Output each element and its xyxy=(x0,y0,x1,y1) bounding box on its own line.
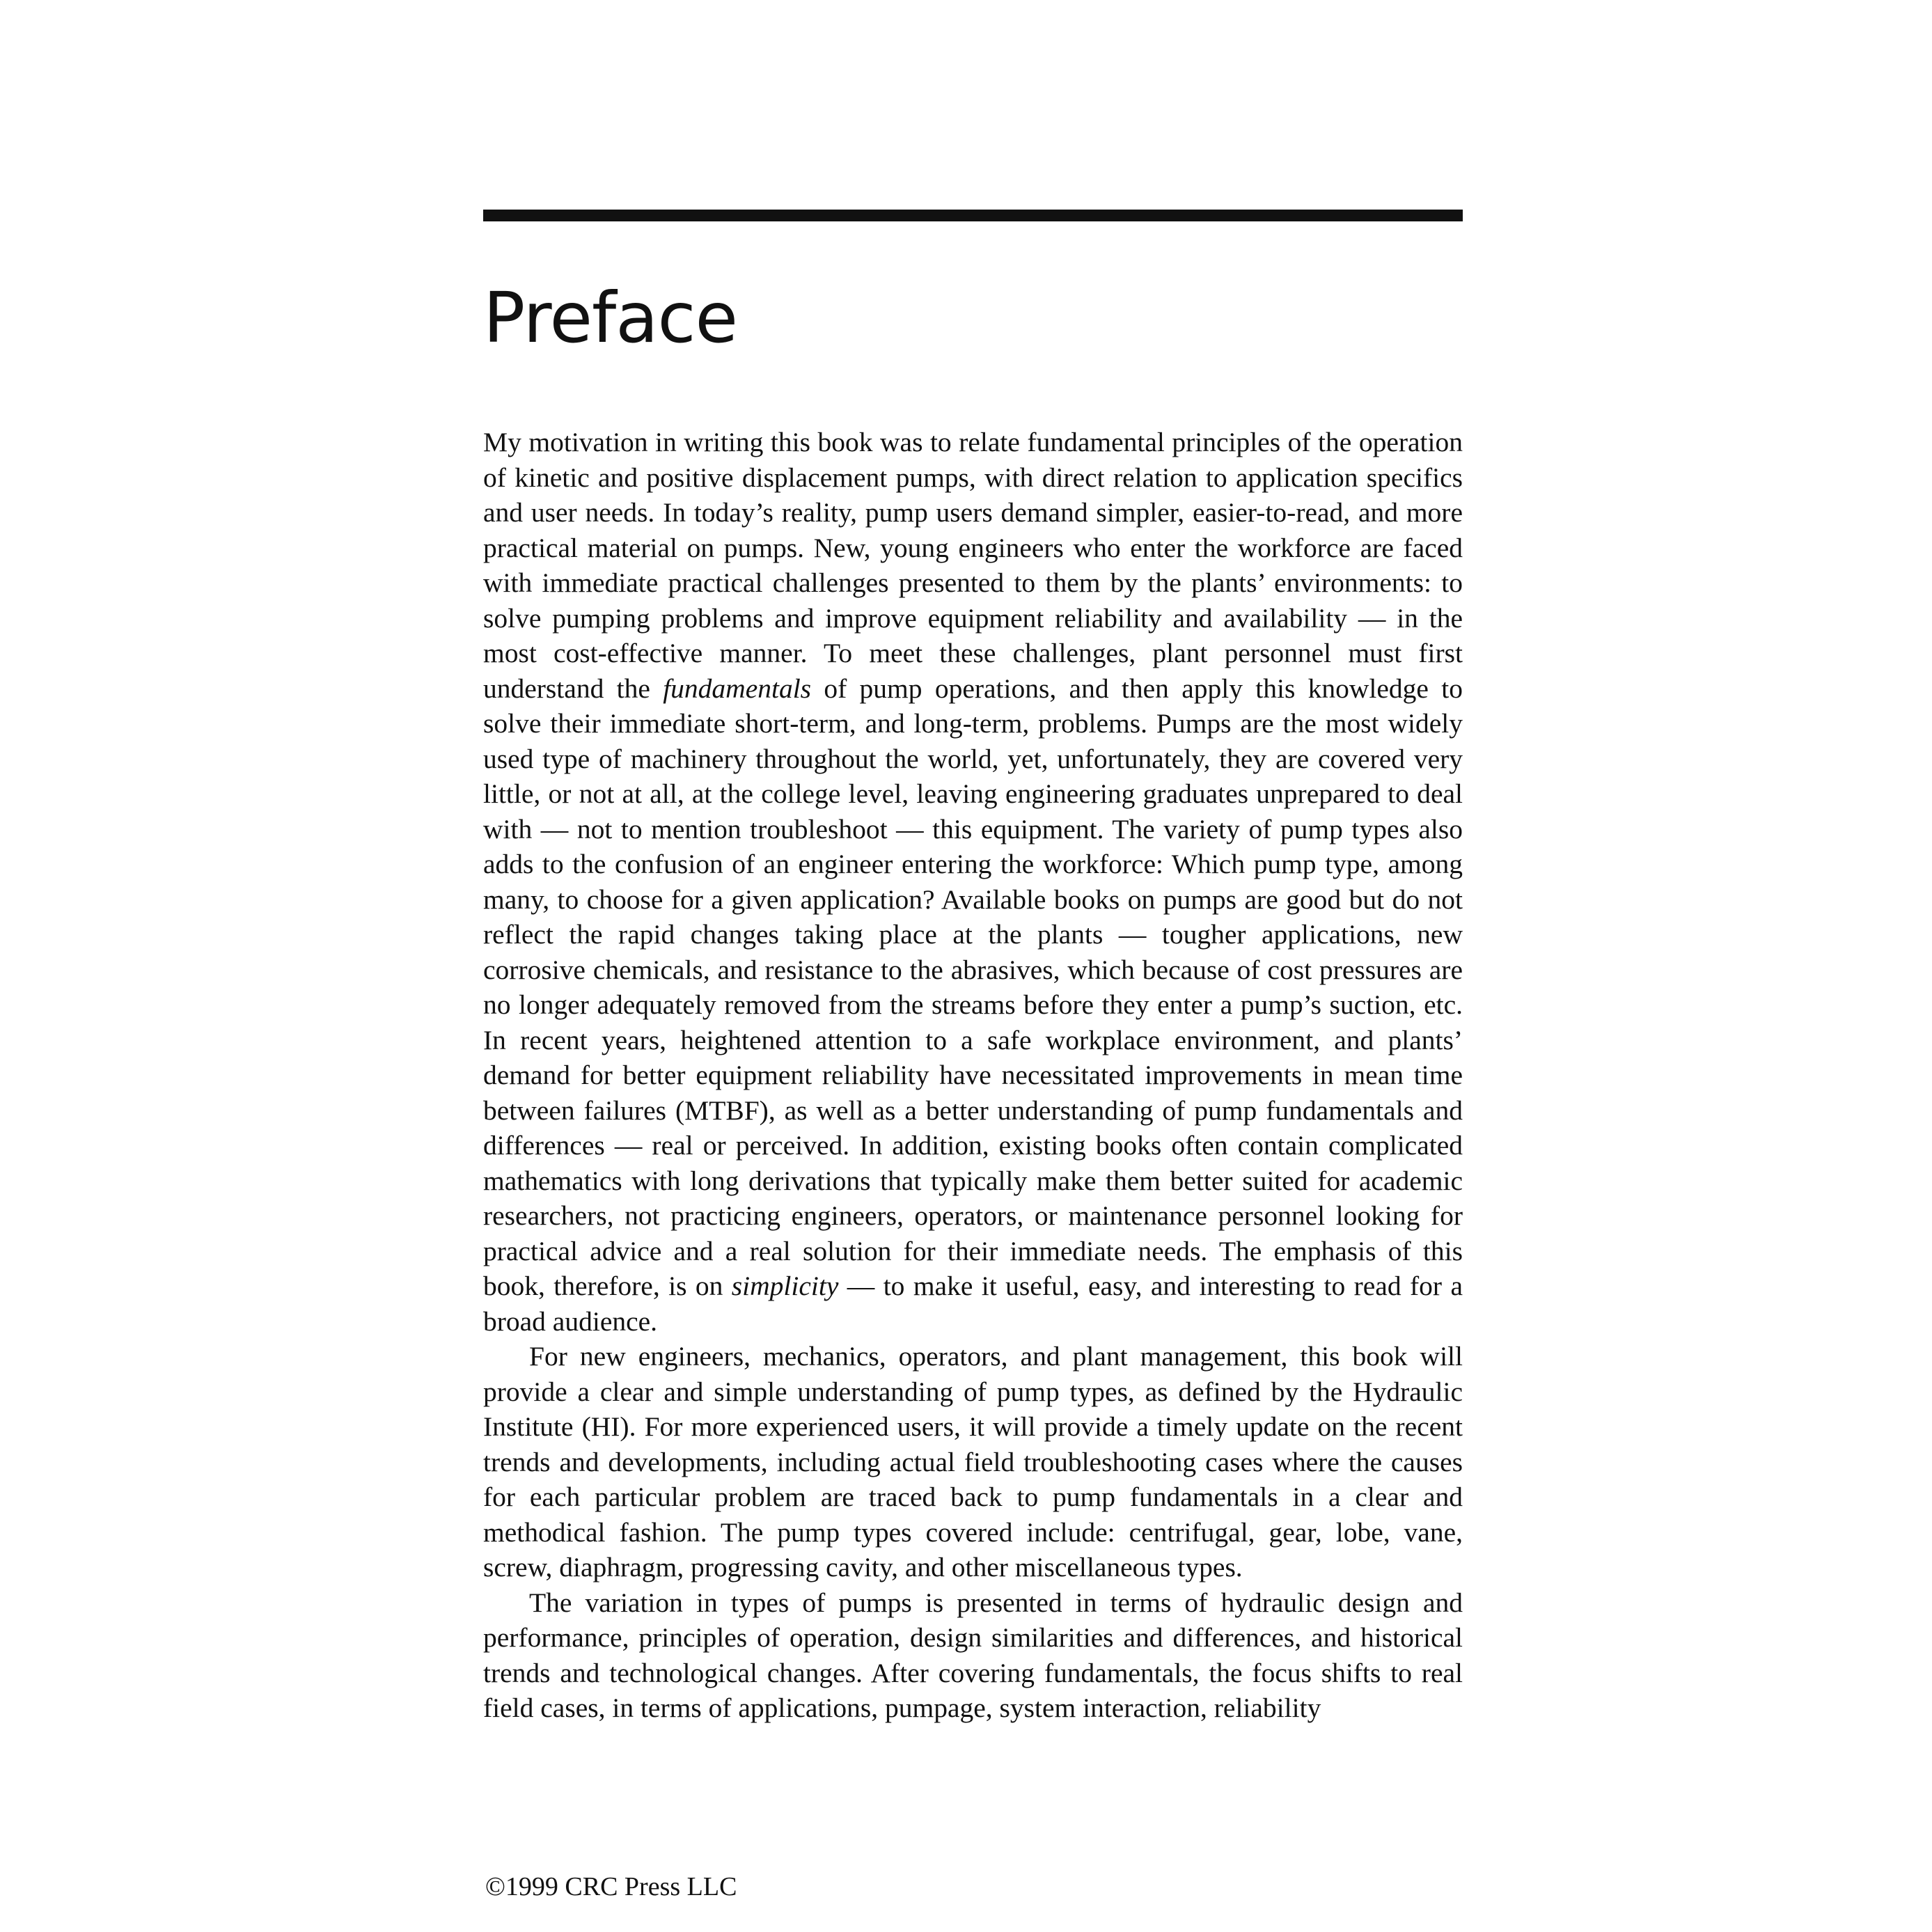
paragraph-1-part-a: My motivation in writing this book was to relate fundamental principles of the operation of kinetic and positive displacement pumps, with direct relation to application specifics and user needs. In today’s reality, pump users demand simpler, easier-to-read, and more practical material on pumps. New, young engineers who enter the workforce are faced with immediate practical challenges presented to them by the plants’ environments: to solve pumping problems and improve equipment reliability and availability — in the most cost-effective manner. To meet these challenges, plant personnel must first understand the xyxy=(483,427,1463,704)
page-title: Preface xyxy=(483,277,737,359)
paragraph-1 xyxy=(483,425,1463,1339)
emphasis-fundamentals: fundamentals xyxy=(663,673,812,704)
paragraph-1-part-b: of pump operations, and then apply this knowledge to solve their immediate short-term, and long-term, problems. Pumps are the most widely used type of machinery throughout the world, yet, unfortunately, they are covered very little, or not at all, at the college level, leaving engineering graduates unprepared to deal with — not to mention troubleshoot — this equipment. The variety of pump types also adds to the confusion of an engineer entering the workforce: Which pump type, among many, to choose for a given application? Available books on pumps are good but do not reflect the rapid changes taking place at the plants — tougher applications, new corrosive chemicals, and resistance to the abrasives, which because of cost pressures are no longer adequately removed from the streams before they enter a pump’s suction, etc. In recent years, heightened attention to a safe workplace environment, and plants’ demand for better equipment reliability have necessitated improvements in mean time between failures (MTBF), as well as a better understanding of pump fundamentals and differences — real or perceived. In addition, existing books often contain complicated mathematics with long derivations that typically make them better suited for academic researchers, not practicing engineers, operators, or maintenance personnel looking for practical advice and a real solution for their immediate needs. The emphasis of this book, therefore, is on xyxy=(483,673,1463,1301)
title-rule xyxy=(483,210,1463,221)
body-text xyxy=(483,425,1463,1726)
copyright-footer: ©1999 CRC Press LLC xyxy=(485,1872,737,1901)
emphasis-simplicity: simplicity xyxy=(731,1271,839,1301)
paragraph-2: For new engineers, mechanics, operators, and plant management, this book will provide a clear and simple understanding of pump types, as defined by the Hydraulic Institute (HI). For more experienced users, it will provide a timely update on the recent trends and developments, including actual field troubleshooting cases where the causes for each particular problem are traced back to pump fundamentals in a clear and methodical fashion. The pump types covered include: centrifugal, gear, lobe, vane, screw, diaphragm, progressing cavity, and other miscellaneous types. xyxy=(483,1341,1463,1582)
paragraph-1-part-c: — to make it useful, easy, and interesting to read for a broad audience. xyxy=(483,1271,1463,1337)
paragraph-3: The variation in types of pumps is presented in terms of hydraulic design and performance, principles of operation, design similarities and differences, and historical trends and technological changes. After covering fundamentals, the focus shifts to real field cases, in terms of applications, pumpage, system interaction, reliability xyxy=(483,1587,1463,1723)
